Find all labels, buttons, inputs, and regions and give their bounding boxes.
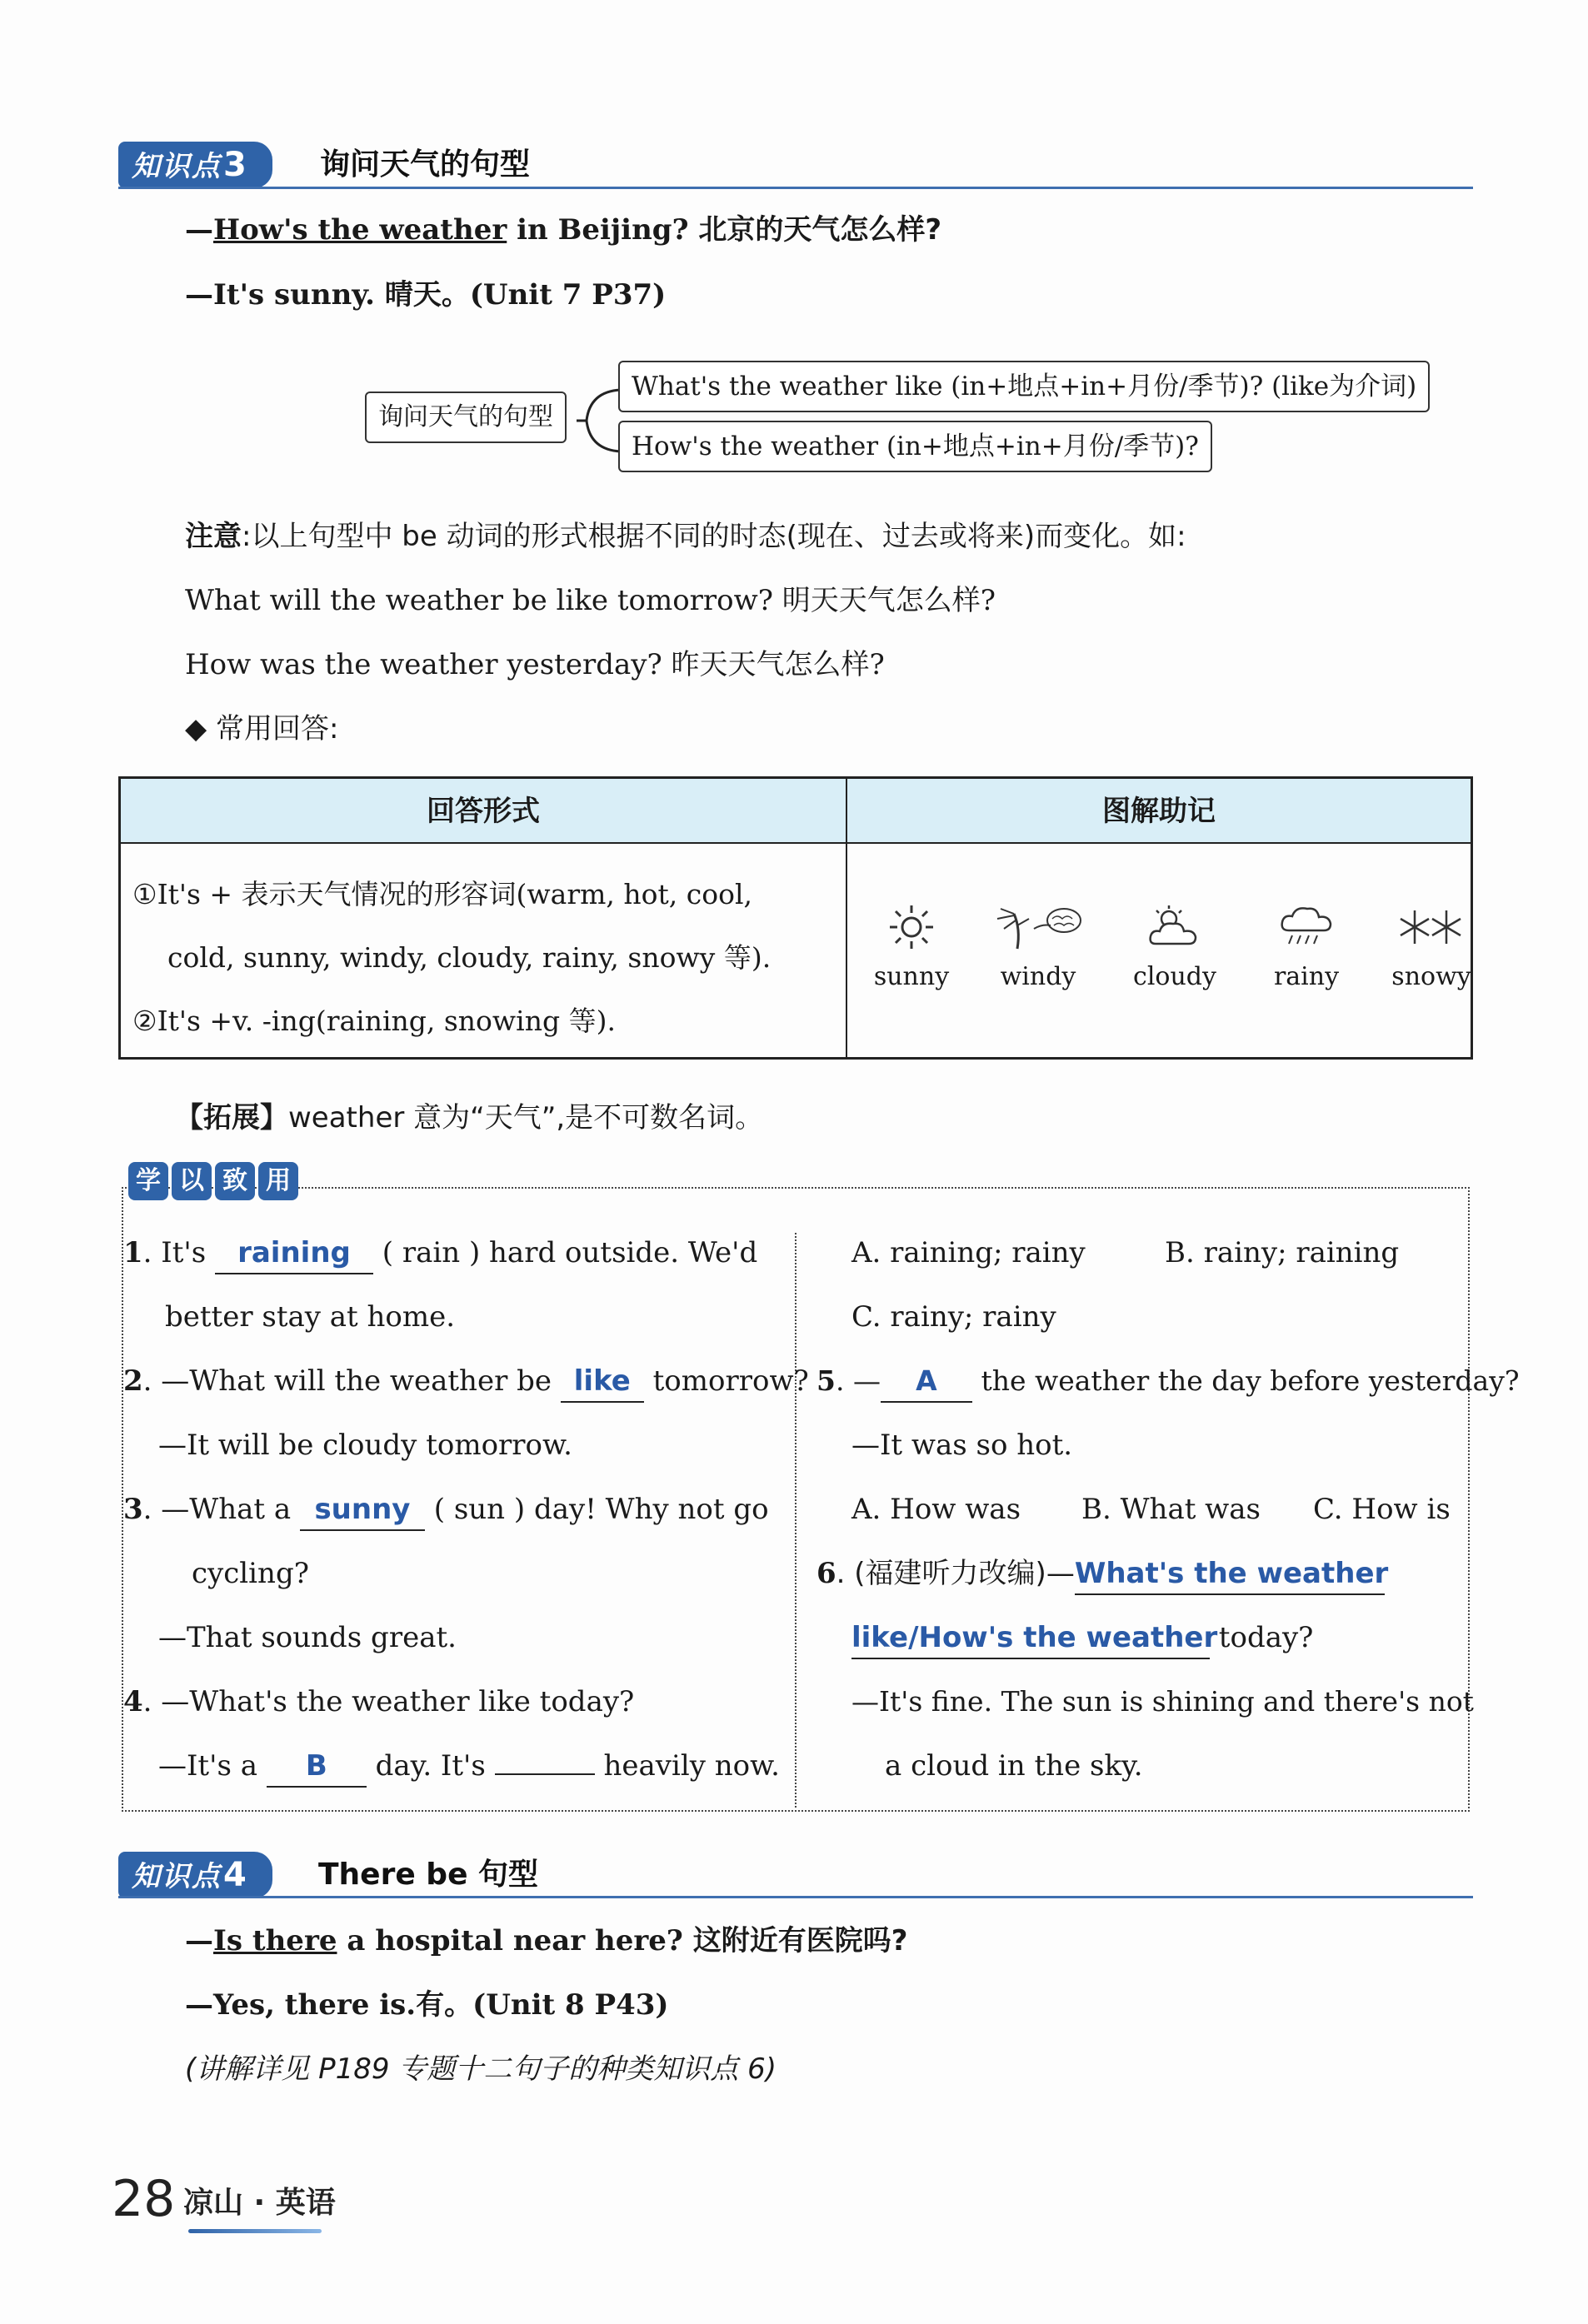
q5-answer-blank[interactable]: A bbox=[881, 1361, 972, 1403]
footer-accent-bar bbox=[188, 2229, 322, 2233]
answer-table bbox=[118, 776, 1473, 1060]
kp4-question: —Is there a hospital near here? 这附近有医院吗? bbox=[185, 1924, 908, 1957]
kp3-title: 询问天气的句型 bbox=[320, 147, 531, 182]
q5-option-b: B. What was bbox=[1081, 1493, 1261, 1526]
q4-second-blank[interactable] bbox=[495, 1773, 595, 1775]
practice-badge: 学 以 致 用 bbox=[128, 1162, 298, 1200]
question-6-reply: —It's fine. The sun is shining and there's not bbox=[851, 1685, 1474, 1718]
question-1: 1. It's raining ( rain ) hard outside. We'd bbox=[123, 1233, 757, 1274]
weather-rainy: rainy bbox=[1252, 904, 1361, 994]
kp4-answer: —Yes, there is.有。(Unit 8 P43) bbox=[185, 1988, 669, 2022]
extend-note: 【拓展】weather 意为“天气”,是不可数名词。 bbox=[175, 1101, 764, 1135]
diagram-bottom-box: How's the weather (in+地点+in+月份/季节)? bbox=[618, 421, 1212, 472]
footer-book-title: 凉山 · 英语 bbox=[183, 2186, 336, 2220]
kp4-badge-num: 4 bbox=[223, 1856, 248, 1894]
diagram-brace bbox=[575, 383, 625, 458]
note-label: 注意 bbox=[185, 520, 242, 553]
question-6-cont: like/How's the weather today? bbox=[851, 1618, 1313, 1659]
q5-option-a: A. How was bbox=[851, 1493, 1021, 1526]
table-header-illustration: 图解助记 bbox=[847, 779, 1471, 844]
weather-windy: windy bbox=[984, 904, 1092, 994]
page-number: 28 bbox=[112, 2170, 176, 2228]
question-2-reply: —It will be cloudy tomorrow. bbox=[158, 1429, 572, 1462]
kp4-badge-text: 知识点 bbox=[132, 1860, 222, 1893]
extend-label: 【拓展】 bbox=[175, 1101, 288, 1135]
question-4: 4. —What's the weather like today? bbox=[123, 1685, 635, 1718]
diagram-center-box: 询问天气的句型 bbox=[365, 391, 567, 443]
kp4-q-keyword: Is there bbox=[213, 1924, 337, 1957]
kp3-q-keyword: How's the weather bbox=[213, 213, 507, 247]
q4-option-c: C. rainy; rainy bbox=[851, 1300, 1056, 1334]
note-example-2: How was the weather yesterday? 昨天天气怎么样? bbox=[185, 648, 885, 681]
weather-sunny: sunny bbox=[857, 904, 966, 994]
table-form-line-3: ②It's +v. -ing(raining, snowing 等). bbox=[132, 1005, 616, 1037]
kp4-title: There be 句型 bbox=[318, 1858, 539, 1892]
table-divider bbox=[846, 779, 847, 1057]
question-1-cont: better stay at home. bbox=[165, 1300, 456, 1334]
question-5-reply: —It was so hot. bbox=[851, 1429, 1073, 1462]
question-3-cont: cycling? bbox=[192, 1557, 309, 1590]
table-form-line-2: cold, sunny, windy, cloudy, rainy, snowy 等). bbox=[167, 941, 772, 974]
note-line: 注意:以上句型中 be 动词的形式根据不同的时态(现在、过去或将来)而变化。如: bbox=[185, 520, 1186, 553]
table-form-line-1: ①It's + 表示天气情况的形容词(warm, hot, cool, bbox=[132, 878, 752, 910]
question-3: 3. —What a sunny ( sun ) day! Why not go bbox=[123, 1489, 769, 1531]
note-example-1: What will the weather be like tomorrow? 明天天气怎么样? bbox=[185, 584, 996, 617]
snow-icon bbox=[1398, 904, 1465, 950]
question-3-reply: —That sounds great. bbox=[158, 1621, 457, 1654]
cloud-icon bbox=[1146, 904, 1204, 950]
kp3-badge-text: 知识点 bbox=[132, 150, 222, 183]
kp3-answer: —It's sunny. 晴天。(Unit 7 P37) bbox=[185, 278, 667, 312]
q6-answer-blank-1[interactable]: What's the weather bbox=[1075, 1553, 1385, 1595]
kp4-underline bbox=[118, 1896, 1473, 1898]
question-2: 2. —What will the weather be like tomorrow? bbox=[123, 1361, 809, 1403]
q4-option-b: B. rainy; raining bbox=[1165, 1236, 1400, 1269]
q3-answer-blank[interactable]: sunny bbox=[300, 1489, 425, 1531]
q6-answer-blank-2[interactable]: like/How's the weather bbox=[851, 1618, 1210, 1659]
kp3-q-cn: 北京的天气怎么样? bbox=[698, 213, 942, 247]
q2-answer-blank[interactable]: like bbox=[561, 1361, 644, 1403]
kp3-underline bbox=[118, 187, 1473, 189]
diagram-top-box: What's the weather like (in+地点+in+月份/季节)? (like为介词) bbox=[618, 361, 1430, 412]
practice-divider bbox=[795, 1233, 796, 1808]
q4-option-a: A. raining; rainy bbox=[851, 1236, 1086, 1269]
q1-answer-blank[interactable]: raining bbox=[215, 1233, 373, 1274]
q4-answer-blank[interactable]: B bbox=[267, 1746, 367, 1788]
kp3-badge-num: 3 bbox=[223, 146, 248, 184]
weather-cloudy: cloudy bbox=[1121, 904, 1229, 994]
wind-icon bbox=[992, 904, 1084, 950]
question-4-reply: —It's a B day. It's heavily now. bbox=[158, 1746, 780, 1788]
diamond-bullet-icon: ◆ bbox=[185, 712, 207, 746]
question-5: 5. — A the weather the day before yesterday? bbox=[816, 1361, 1520, 1403]
rain-icon bbox=[1277, 904, 1336, 950]
q5-option-c: C. How is bbox=[1313, 1493, 1451, 1526]
kp3-ref: (Unit 7 P37) bbox=[469, 278, 667, 312]
sun-icon bbox=[886, 904, 936, 950]
weather-snowy: snowy bbox=[1377, 904, 1486, 994]
question-6: 6. (福建听力改编)—What's the weather bbox=[816, 1553, 1385, 1595]
kp3-question: —How's the weather in Beijing? 北京的天气怎么样? bbox=[185, 213, 942, 247]
kp4-badge bbox=[118, 1852, 272, 1898]
common-answers-heading: ◆ 常用回答: bbox=[185, 712, 339, 746]
kp3-badge bbox=[118, 142, 272, 188]
question-6-reply-cont: a cloud in the sky. bbox=[885, 1749, 1143, 1783]
table-header-form: 回答形式 bbox=[121, 779, 846, 844]
kp4-reference-note: (讲解详见 P189 专题十二句子的种类知识点 6) bbox=[185, 2052, 777, 2086]
